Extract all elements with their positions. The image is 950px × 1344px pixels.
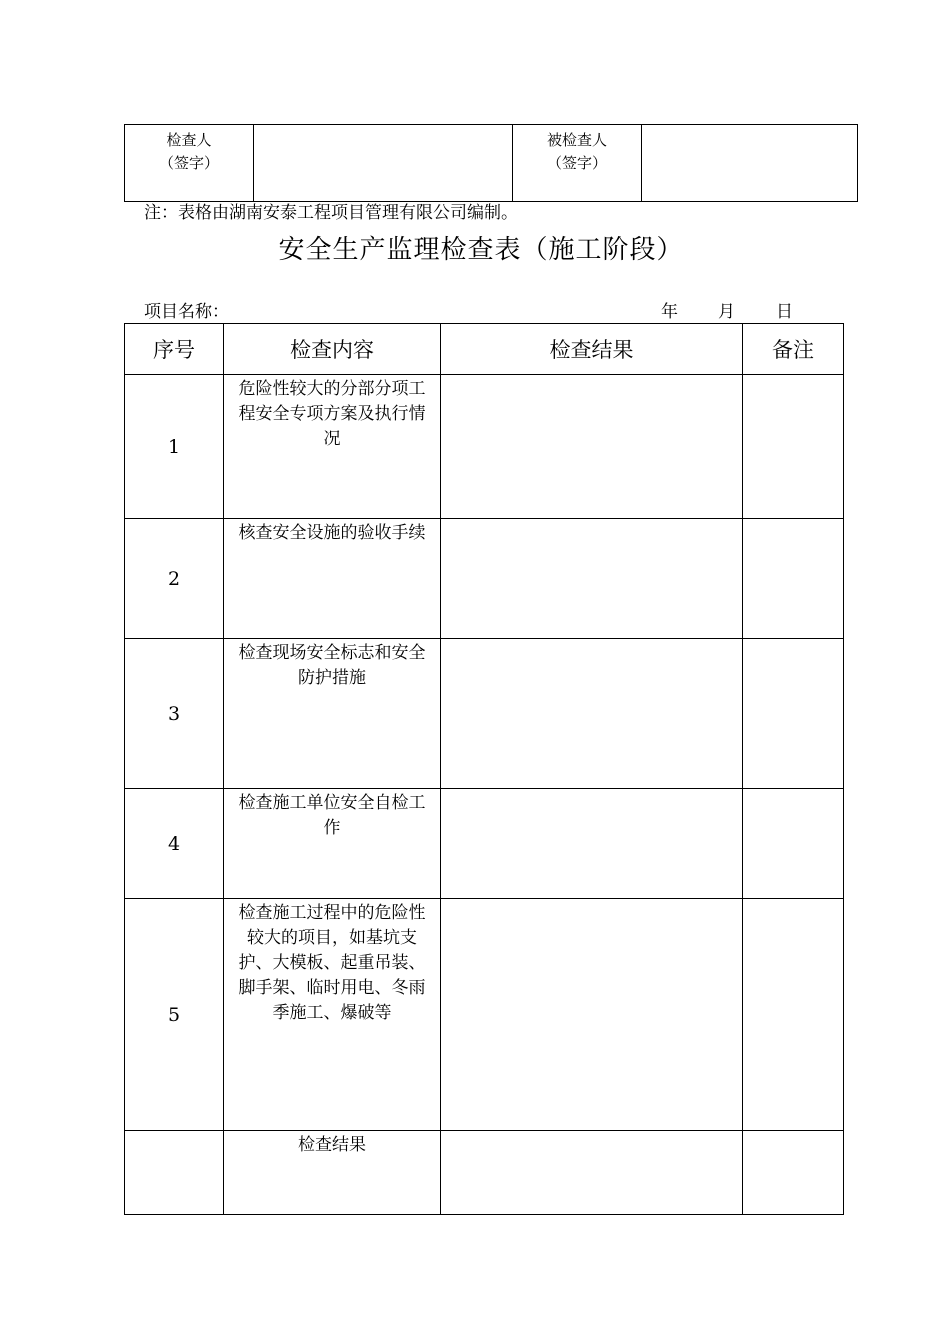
table-row — [125, 519, 844, 639]
row-result-field[interactable] — [441, 899, 743, 1131]
date-month-label: 月 — [718, 302, 735, 322]
header-remark: 备注 — [743, 324, 844, 375]
row-remark-field[interactable] — [743, 519, 844, 639]
row-content: 检查施工过程中的危险性较大的项目，如基坑支护、大模板、起重吊装、脚手架、临时用电、冬雨季施工、爆破等 — [224, 899, 441, 1131]
table-header-row — [125, 324, 844, 375]
row-result-field[interactable] — [441, 789, 743, 899]
date-day-label: 日 — [776, 302, 793, 322]
summary-no-cell — [125, 1131, 224, 1215]
row-no: 4 — [125, 789, 224, 899]
page-title: 安全生产监理检查表（施工阶段） — [278, 235, 684, 265]
header-result: 检查结果 — [441, 324, 743, 375]
signature-table — [124, 124, 858, 202]
row-result-field[interactable] — [441, 639, 743, 789]
row-remark-field[interactable] — [743, 639, 844, 789]
summary-row — [125, 1131, 844, 1215]
row-result-field[interactable] — [441, 375, 743, 519]
project-name-label: 项目名称： — [144, 302, 229, 322]
row-remark-field[interactable] — [743, 375, 844, 519]
inspector-sign-hint: （签字） — [158, 154, 219, 172]
row-content: 危险性较大的分部分项工程安全专项方案及执行情况 — [224, 375, 441, 519]
row-remark-field[interactable] — [743, 789, 844, 899]
row-no: 3 — [125, 639, 224, 789]
row-no: 2 — [125, 519, 224, 639]
row-content: 核查安全设施的验收手续 — [224, 519, 441, 639]
inspectee-label: 被检查人 — [546, 131, 607, 149]
table-row — [125, 375, 844, 519]
table-row — [125, 789, 844, 899]
row-content: 检查施工单位安全自检工作 — [224, 789, 441, 899]
row-result-field[interactable] — [441, 519, 743, 639]
row-remark-field[interactable] — [743, 899, 844, 1131]
table-row — [125, 899, 844, 1131]
summary-result-field[interactable] — [441, 1131, 743, 1215]
row-content: 检查现场安全标志和安全防护措施 — [224, 639, 441, 789]
form-note: 注：表格由湖南安泰工程项目管理有限公司编制。 — [144, 203, 518, 223]
inspector-label-cell — [125, 125, 254, 202]
date-year-label: 年 — [661, 302, 678, 322]
header-no: 序号 — [125, 324, 224, 375]
inspectee-signature-field[interactable] — [642, 125, 858, 202]
inspectee-sign-hint: （签字） — [546, 154, 607, 172]
inspector-label: 检查人 — [166, 131, 212, 149]
table-row — [125, 639, 844, 789]
row-no: 1 — [125, 375, 224, 519]
inspectee-label-cell — [513, 125, 642, 202]
inspector-signature-field[interactable] — [254, 125, 513, 202]
row-no: 5 — [125, 899, 224, 1131]
summary-label: 检查结果 — [224, 1131, 441, 1215]
summary-remark-field[interactable] — [743, 1131, 844, 1215]
header-content: 检查内容 — [224, 324, 441, 375]
inspection-table — [124, 323, 844, 1215]
